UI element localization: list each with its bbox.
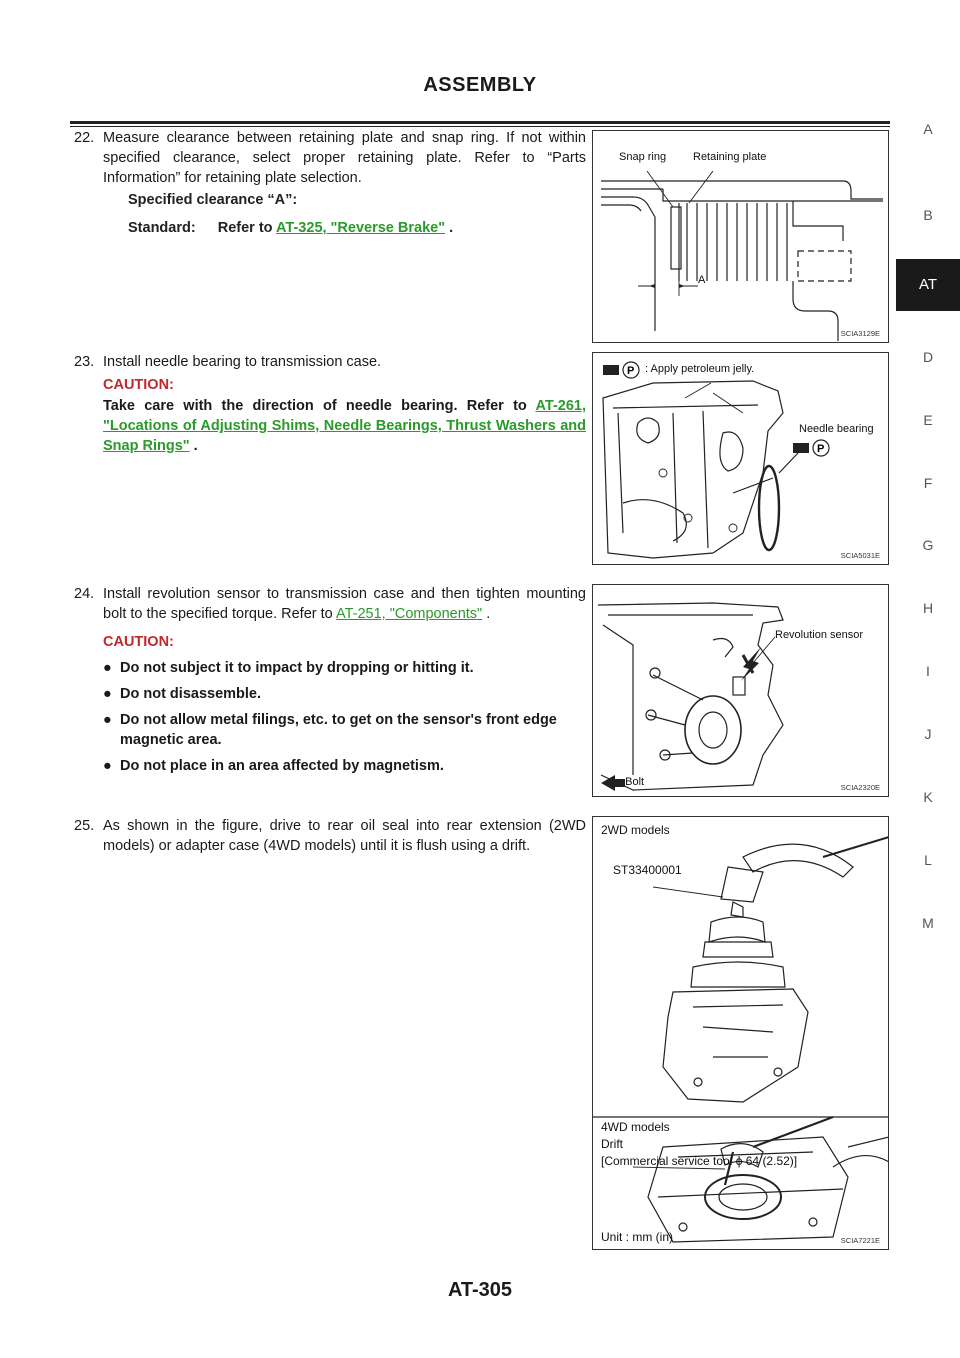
step-24	[74, 584, 586, 624]
rear-oil-seal-drawing	[593, 817, 889, 1250]
caution-bullet-list	[103, 658, 586, 782]
header-rule-thin	[70, 126, 890, 127]
commercial-tool-label: [Commercial service tool ϕ 64 (2.52)]	[601, 1154, 798, 1168]
header-rule	[70, 121, 890, 124]
page-title: ASSEMBLY	[423, 74, 537, 96]
step-22	[74, 128, 586, 188]
components-link[interactable]: AT-251, "Components"	[335, 606, 483, 622]
2wd-models-label: 2WD models	[601, 823, 670, 837]
clearance-a-label: A	[698, 274, 706, 286]
step-text: As shown in the figure, drive to rear oil seal into rear extension (2WD models) or adapter case (4WD models) until it is flush using a drift.	[103, 818, 586, 854]
figure-snap-ring-clearance	[592, 130, 889, 343]
4wd-models-label: 4WD models	[601, 1120, 670, 1134]
caution-link[interactable]: AT-261, "Locations of Adjusting Shims, Needle Bearings, Thrust Washers and Snap Rings"	[103, 398, 586, 454]
step-text: Install needle bearing to transmission case.	[103, 354, 382, 370]
section-tab-k[interactable]: K	[923, 789, 933, 805]
figure-needle-bearing	[592, 352, 889, 565]
figure-code: SCIA7221E	[840, 1236, 880, 1245]
figure-revolution-sensor	[592, 584, 889, 797]
step-25	[74, 816, 586, 856]
spec-standard-row	[128, 220, 453, 236]
svg-text:P: P	[817, 443, 825, 455]
figure-code: SCIA3129E	[840, 329, 880, 338]
section-tab-m[interactable]: M	[922, 915, 934, 931]
transmission-case-drawing	[593, 353, 889, 565]
caution-bullet: ● Do not subject it to impact by dropping or hitting it.	[103, 660, 474, 676]
section-tab-g[interactable]: G	[922, 537, 934, 553]
step-23	[74, 352, 586, 372]
figure-code: SCIA5031E	[840, 551, 880, 560]
spec-refer: Refer to	[217, 220, 273, 236]
section-tab-at[interactable]: AT	[896, 259, 960, 311]
section-tab-b[interactable]: B	[923, 207, 933, 223]
figure-code: SCIA2320E	[840, 783, 880, 792]
step-text	[103, 584, 586, 624]
step-text: Measure clearance between retaining plate and snap ring. If not within specified clearance, select proper retaining plate. Refer to “Parts Information” for retaining plate selection.	[103, 130, 586, 186]
section-tab-e[interactable]: E	[923, 412, 933, 428]
drift-label: Drift	[601, 1137, 623, 1151]
figure-rear-oil-seal	[592, 816, 889, 1250]
step-text-end: .	[486, 606, 491, 622]
step-number: 24.	[74, 586, 95, 602]
section-tab-j[interactable]: J	[924, 726, 932, 742]
spec-title: Specified clearance “A”:	[128, 192, 298, 208]
spec-link[interactable]: AT-325, "Reverse Brake"	[276, 220, 446, 236]
step-number: 23.	[74, 354, 95, 370]
caution-end: .	[193, 438, 198, 454]
section-tab-i[interactable]: I	[926, 663, 930, 679]
special-tool-label: ST33400001	[613, 863, 682, 877]
spec-end: .	[449, 220, 454, 236]
unit-label: Unit : mm (in)	[601, 1230, 673, 1244]
bullet-icon: ●	[103, 758, 112, 774]
petroleum-jelly-label: : Apply petroleum jelly.	[645, 363, 755, 375]
section-tab-h[interactable]: H	[922, 600, 934, 616]
bullet-icon: ●	[103, 660, 112, 676]
caution-bullet: ● Do not disassemble.	[103, 686, 262, 702]
needle-bearing-label: Needle bearing	[799, 423, 874, 435]
caution-bullet: ● Do not place in an area affected by magnetism.	[103, 758, 444, 774]
section-tab-d[interactable]: D	[922, 349, 934, 365]
bolt-label: : Bolt	[619, 776, 645, 788]
revolution-sensor-drawing	[593, 585, 889, 797]
caution-text: Take care with the direction of needle bearing. Refer to	[103, 398, 527, 414]
svg-text:P: P	[627, 365, 635, 377]
retaining-plate-label: Retaining plate	[693, 151, 767, 163]
caution-bullet: ● Do not allow metal filings, etc. to get on the sensor's front edge magnetic area.	[103, 712, 557, 748]
caution-title: CAUTION:	[103, 634, 174, 650]
section-tab-l[interactable]: L	[924, 852, 932, 868]
spec-label: Standard:	[128, 220, 196, 236]
snap-ring-label: Snap ring	[619, 151, 667, 163]
page-number: AT-305	[447, 1279, 513, 1301]
bullet-icon: ●	[103, 712, 112, 728]
revolution-sensor-label: Revolution sensor	[775, 629, 864, 641]
section-tab-a[interactable]: A	[923, 121, 933, 137]
step-number: 25.	[74, 818, 95, 834]
caution-title: CAUTION:	[103, 377, 174, 393]
caution-body	[103, 396, 586, 456]
section-tab-f[interactable]: F	[923, 475, 933, 491]
step-number: 22.	[74, 130, 95, 146]
bullet-icon: ●	[103, 686, 112, 702]
step-text-main: Install revolution sensor to transmission case and then tighten mounting bolt to the specified torque. Refer to	[103, 586, 586, 622]
